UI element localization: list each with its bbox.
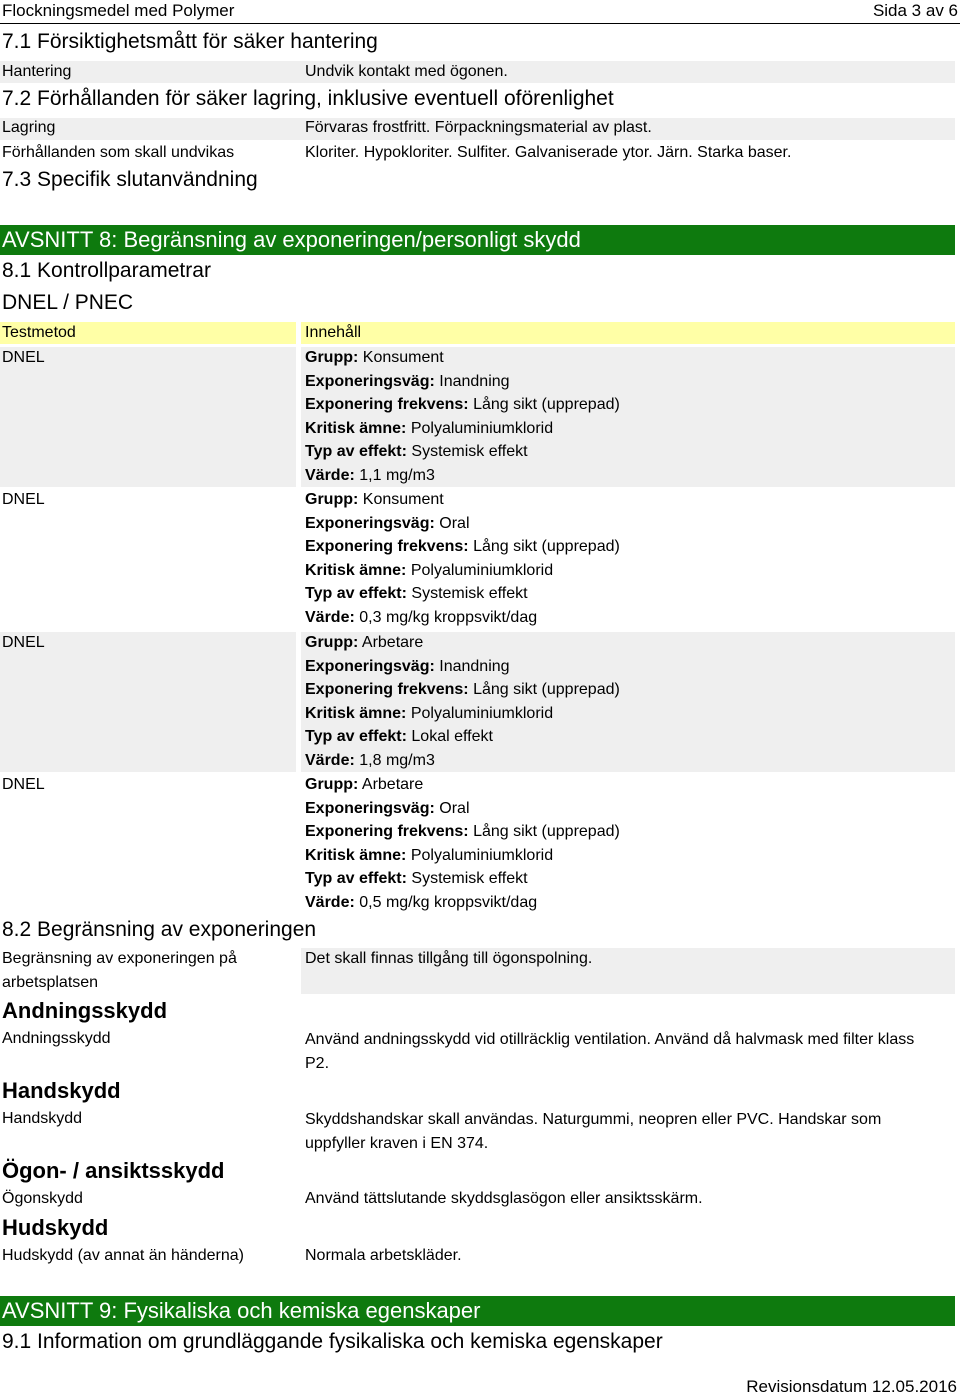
document-title: Flockningsmedel med Polymer — [2, 1, 235, 20]
table-row-2-col1-bg — [0, 490, 296, 630]
workplace-label: Begränsning av exponeringen på arbetsplatsen — [2, 950, 237, 991]
page-number: Sida 3 av 6 — [872, 1, 958, 20]
section-7-1-title: 7.1 Försiktighetsmått för säker hantering — [2, 30, 378, 53]
workplace-value: Det skall finnas tillgång till ögonspolning. — [305, 950, 593, 967]
respiratory-value: Använd andningsskydd vid otillräcklig ventilation. Använd då halvmask med filter klass P2. — [305, 1031, 915, 1072]
table-row-3-col1-bg — [0, 632, 296, 772]
header-divider — [0, 23, 960, 24]
table-row-4-content: Grupp: Arbetare Exponeringsväg: Oral Exponering frekvens: Lång sikt (upprepad) Kritisk ämne: Polyaluminiumklorid Typ av effekt: Systemisk effekt Värde: 0,5 mg/kg kroppsvikt/dag — [305, 776, 620, 911]
section-8-band: AVSNITT 8: Begränsning av exponeringen/personligt skydd — [0, 225, 955, 255]
handling-label: Hantering — [2, 63, 72, 80]
hand-protection-heading: Handskydd — [2, 1078, 121, 1103]
dnel-pnec-heading: DNEL / PNEC — [2, 291, 134, 314]
respiratory-heading: Andningsskydd — [2, 998, 168, 1023]
table-row-1-content: Grupp: Konsument Exponeringsväg: Inandning Exponering frekvens: Lång sikt (upprepad) Kritisk ämne: Polyaluminiumklorid Typ av effekt: Systemisk effekt Värde: 1,1 mg/m3 — [305, 349, 620, 484]
avoid-conditions-label: Förhållanden som skall undvikas — [2, 144, 235, 161]
table-row-1-method: DNEL — [2, 349, 45, 366]
table-header-innehall: Innehåll — [305, 324, 362, 341]
table-header-col2-bg — [301, 322, 955, 344]
table-row-1-col1-bg — [0, 347, 296, 487]
handling-value: Undvik kontakt med ögonen. — [305, 63, 508, 80]
hand-protection-value: Skyddshandskar skall användas. Naturgummi, neopren eller PVC. Handskar som uppfyller kraven i EN 374. — [305, 1111, 882, 1152]
revision-date: Revisionsdatum 12.05.2016 — [746, 1377, 957, 1396]
table-row-3-method: DNEL — [2, 634, 45, 651]
section-9-1-title: 9.1 Information om grundläggande fysikaliska och kemiska egenskaper — [2, 1330, 663, 1353]
section-8-2-title: 8.2 Begränsning av exponeringen — [2, 918, 317, 941]
section-8-1-title: 8.1 Kontrollparametrar — [2, 259, 211, 282]
eye-protection-heading: Ögon- / ansiktsskydd — [2, 1158, 225, 1183]
table-row-2-content: Grupp: Konsument Exponeringsväg: Oral Exponering frekvens: Lång sikt (upprepad) Kritisk ämne: Polyaluminiumklorid Typ av effekt: Systemisk effekt Värde: 0,3 mg/kg kroppsvikt/dag — [305, 491, 620, 626]
skin-protection-label: Hudskydd (av annat än händerna) — [2, 1247, 244, 1264]
storage-label: Lagring — [2, 119, 56, 136]
table-row-4-method: DNEL — [2, 776, 45, 793]
eye-protection-label: Ögonskydd — [2, 1190, 83, 1207]
storage-value: Förvaras frostfritt. Förpackningsmaterial av plast. — [305, 119, 652, 136]
table-header-testmetod: Testmetod — [2, 324, 76, 341]
skin-protection-value: Normala arbetskläder. — [305, 1247, 462, 1264]
eye-protection-value: Använd tättslutande skyddsglasögon eller ansiktsskärm. — [305, 1190, 703, 1207]
table-row-4-col1-bg — [0, 775, 296, 915]
respiratory-label: Andningsskydd — [2, 1030, 111, 1047]
section-7-3-title: 7.3 Specifik slutanvändning — [2, 168, 258, 191]
section-7-2-title: 7.2 Förhållanden för säker lagring, inklusive eventuell oförenlighet — [2, 87, 614, 110]
table-row-3-content: Grupp: Arbetare Exponeringsväg: Inandning Exponering frekvens: Lång sikt (upprepad) Kritisk ämne: Polyaluminiumklorid Typ av effekt: Lokal effekt Värde: 1,8 mg/m3 — [305, 634, 620, 769]
table-row-2-method: DNEL — [2, 491, 45, 508]
avoid-conditions-value: Kloriter. Hypokloriter. Sulfiter. Galvaniserade ytor. Järn. Starka baser. — [305, 144, 792, 161]
section-9-band: AVSNITT 9: Fysikaliska och kemiska egenskaper — [0, 1296, 955, 1326]
hand-protection-label: Handskydd — [2, 1110, 83, 1127]
skin-protection-heading: Hudskydd — [2, 1215, 109, 1240]
